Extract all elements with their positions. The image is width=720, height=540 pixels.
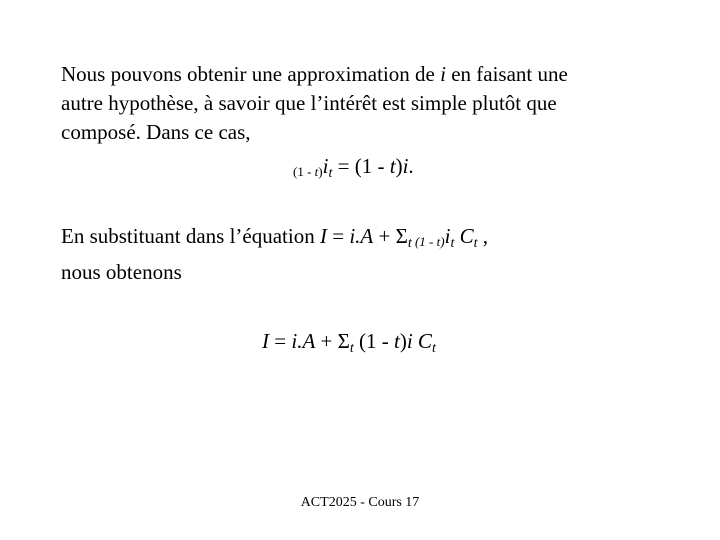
eq1-period: . bbox=[408, 154, 414, 178]
eq1-close: ) bbox=[395, 154, 403, 178]
substitution-text: En substituant dans l’équation bbox=[61, 224, 320, 248]
eq1-var-t: t bbox=[389, 154, 396, 178]
eq1-sub-t: t bbox=[328, 166, 333, 181]
paragraph-intro bbox=[61, 60, 661, 147]
slide-footer: ACT2025 - Cours 17 bbox=[300, 495, 420, 510]
paragraph-substitution bbox=[61, 222, 681, 287]
eq1-rest: = (1 - bbox=[332, 154, 390, 178]
intro-text-line1-end: en faisant une bbox=[445, 62, 568, 86]
intro-text-start: Nous pouvons obtenir une approximation de bbox=[61, 62, 441, 86]
intro-text-line2: autre hypothèse, à savoir que l’intérêt est simple plutôt que bbox=[61, 91, 557, 115]
substitution-line2: nous obtenons bbox=[61, 260, 182, 284]
equation-simple-interest bbox=[293, 152, 414, 188]
equation-inline: $I = i.A + \Sigma_t$ $(1 - t)i_t$ $C_t$ , bbox=[319, 224, 488, 251]
eq1-prefix-subscript: (1 - t) bbox=[293, 164, 323, 179]
eq1-var-i: i bbox=[322, 154, 329, 178]
intro-text-line3: composé. Dans ce cas, bbox=[61, 120, 251, 144]
var-i: i bbox=[440, 62, 446, 86]
equation-result: $I = i.A + \Sigma_t$ (1 - t)i $C_t$ bbox=[262, 329, 436, 356]
eq1-var-i2: i bbox=[402, 154, 409, 178]
